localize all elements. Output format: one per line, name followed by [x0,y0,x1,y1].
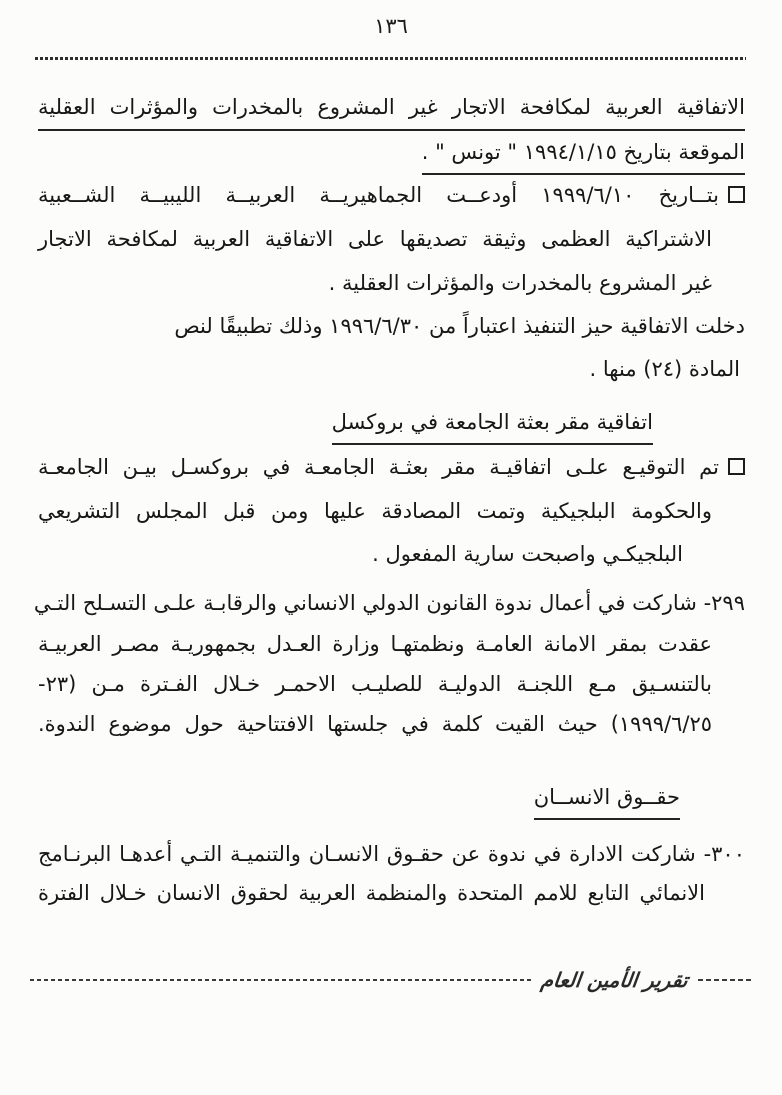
secretary-general-signature: تقرير الأمين العام [539,968,690,992]
section2-bullet-line2: والحكومة البلجيكية وتمت المصادقة عليها ومن قبل المجلس التشريعي [38,499,712,523]
text-line: بتــاريخ ١٩٩٩/٦/١٠ أودعــت الجماهيريــة العربيــة الليبيــة الشــعبية [38,183,719,207]
paragraph-number: ٢٩٩- [703,591,745,615]
section3-heading: حقــوق الانســان [534,782,680,820]
section2-bullet-line1 [38,452,745,482]
item299-line1 [33,588,745,618]
item299-line2: عقدت بمقر الامانة العامـة ونظمتهـا وزارة العـدل بجمهوريـة مصـر العربيـة [38,632,712,656]
section1-bullet-line2: الاشتراكية العظمى وثيقة تصديقها على الاتفاقية العربية لمكافحة الاتجار [38,227,712,251]
section1-bullet-line3: غير المشروع بالمخدرات والمؤثرات العقلية . [328,271,712,295]
section2-bullet-line3: البلجيكـي واصبحت سارية المفعول . [372,542,683,566]
section2-heading-wrap [38,407,745,445]
page-top-rule [35,57,746,60]
item299-line3: بالتنسـيق مـع اللجنـة الدوليـة للصليـب الاحمـر خـلال الفـترة مـن (٢٣- [38,672,712,696]
bullet-square-icon [728,458,745,475]
section3-heading-wrap [38,782,745,820]
footer-dashed-rule [30,979,531,981]
text-line: شاركت الادارة في ندوة عن حقـوق الانسـان والتنميـة التـي أعدهـا البرنـامج [38,842,696,866]
section1-title-line2-wrap [38,137,745,175]
section1-title-line1: الاتفاقية العربية لمكافحة الاتجار غير المشروع بالمخدرات والمؤثرات العقلية [38,92,745,131]
paragraph-number: ٣٠٠- [703,842,745,866]
section1-bullet-line1 [38,180,745,210]
page-number: ١٣٦ [374,14,408,38]
bullet-square-icon [728,186,745,203]
section1-title-line2: الموقعة بتاريخ ١٩٩٤/١/١٥ " تونس " . [422,137,745,175]
section2-heading: اتفاقية مقر بعثة الجامعة في بروكسل [332,407,653,445]
page-footer [30,966,752,994]
text-line: تم التوقيـع علـى اتفاقيـة مقر بعثـة الجامعـة في بروكسـل بيـن الجامعـة [38,455,719,479]
footer-dash-rule [698,979,752,981]
item300-line2: الانمائي التابع للامم المتحدة والمنظمة العربية لحقوق الانسان خـلال الفترة [38,881,705,905]
section1-note-line1: دخلت الاتفاقية حيز التنفيذ اعتباراً من ١٩٩٦/٦/٣٠ وذلك تطبيقًا لنص [174,314,745,338]
item299-line4: ١٩٩٩/٦/٢٥) حيث القيت كلمة في جلستها الافتتاحية حول موضوع الندوة. [38,712,712,736]
text-line: شاركت في أعمال ندوة القانون الدولي الانساني والرقابـة علـى التسـلح التـي [33,591,697,615]
section1-note-line2: المادة (٢٤) منها . [589,357,740,381]
item300-line1 [38,839,745,869]
